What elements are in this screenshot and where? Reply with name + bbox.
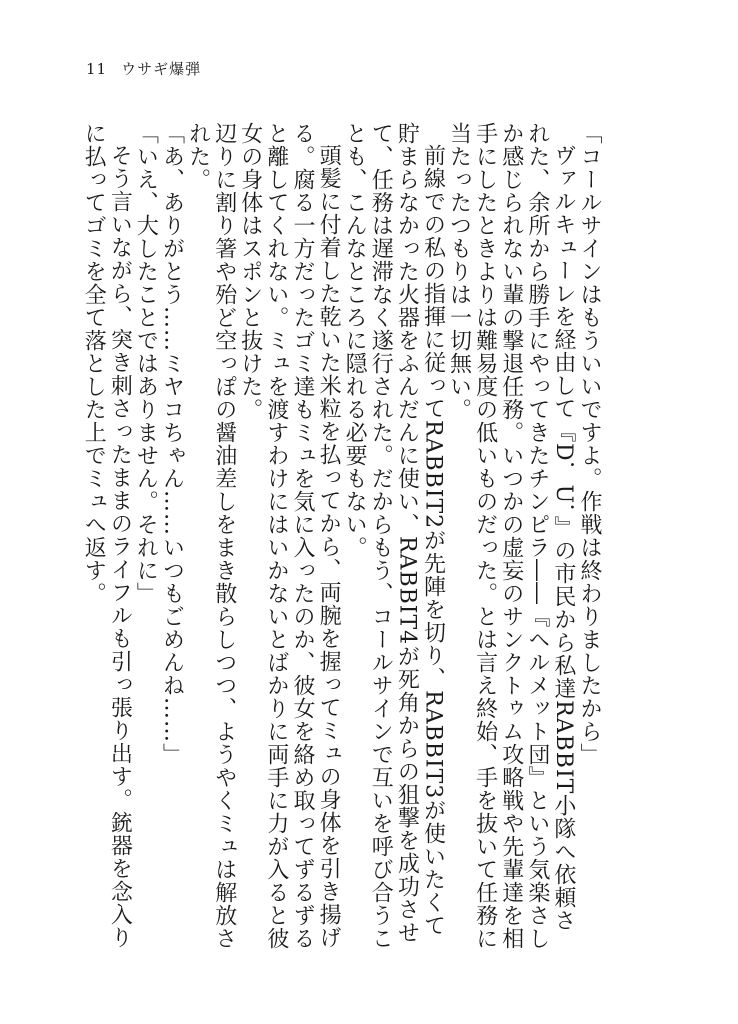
paragraph: 前線での私の指揮に従ってRABBIT2が先陣を切り、RABBIT3が使いたくて貯まらなかった火器をふんだんに使い、RABBIT4が死角からの狙撃を成功させて、任務は遅滞なく遂行された。だからもう、コールサインで互いを呼び合うことも、こんなところに隠れる必要もない。 bbox=[342, 122, 446, 950]
page-number: 11 bbox=[86, 60, 108, 78]
paragraph: ヴァルキューレを経由して『D．U．』の市民から私達RABBIT小隊へ依頼された、余所から勝手にやってきたチンピラ――『ヘルメット団』という気楽さしか感じられない輩の撃退任務。いつかの虚妄のサンクトゥム攻略戦や先輩達を相手にしたときよりは難易度の低いものだった。とは言え終始、手を抜いて任務に当たったつもりは一切無い。 bbox=[446, 122, 576, 950]
dialogue-line: 「あ、ありがとう……ミヤコちゃん……いつもごめんね……」 bbox=[159, 122, 185, 766]
dialogue-line: 「いえ、大したことではありません。それに」 bbox=[133, 122, 159, 605]
paragraph: 頭髪に付着した乾いた米粒を払ってから、両腕を握ってミュの身体を引き揚げる。腐る一方だったゴミ達もミュを気に入ったのか、彼女を絡め取ってずるずると離してくれない。ミュを渡すわけにはいかないとばかりに両手に力が入ると彼女の身体はスポンと抜けた。 bbox=[237, 122, 342, 950]
dialogue-line: 「コールサインはもういいですよ。作戦は終わりましたから」 bbox=[577, 122, 602, 766]
paragraph: 辺りに割り箸や殆ど空っぽの醤油差しをまき散らしつつ、ようやくミュは解放された。 bbox=[185, 122, 237, 950]
chapter-title: ウサギ爆弾 bbox=[121, 60, 202, 78]
running-header bbox=[86, 58, 201, 82]
vertical-body-text bbox=[81, 122, 602, 952]
paragraph: そう言いながら、突き刺さったままのライフルも引っ張り出す。銃器を念入りに払ってゴミを全て落とした上でミュへ返す。 bbox=[81, 122, 133, 949]
